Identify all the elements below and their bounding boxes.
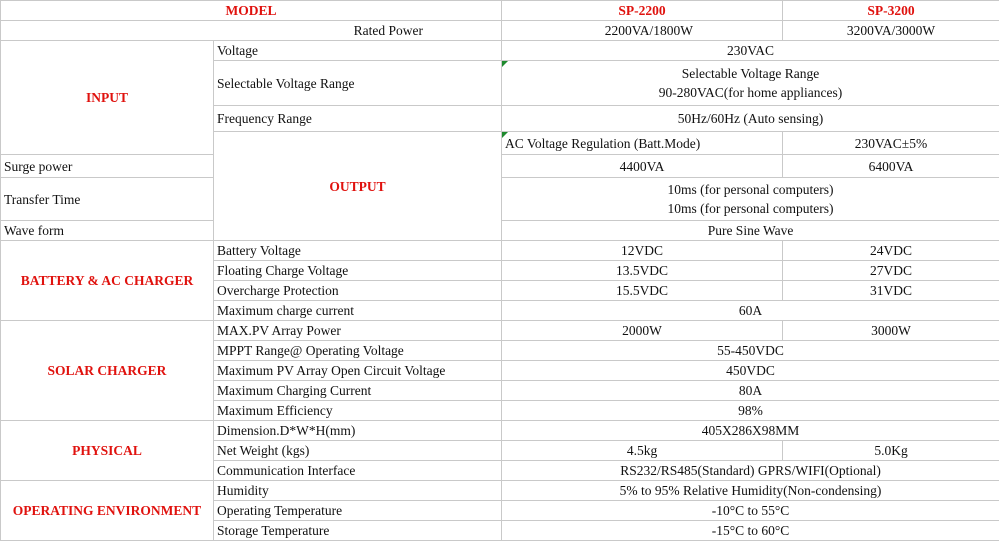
- output-surge-label: Surge power: [1, 155, 214, 178]
- comm-label: Communication Interface: [214, 461, 502, 481]
- humidity-label: Humidity: [214, 481, 502, 501]
- output-wave-label: Wave form: [1, 221, 214, 241]
- overcharge-b: 31VDC: [783, 281, 999, 301]
- section-physical: PHYSICAL: [1, 421, 214, 481]
- overcharge-a: 15.5VDC: [502, 281, 783, 301]
- comment-marker-icon: [502, 132, 508, 138]
- output-reg-text: AC Voltage Regulation (Batt.Mode): [505, 135, 701, 151]
- net-weight-b: 5.0Kg: [783, 441, 999, 461]
- pv-voc-label: Maximum PV Array Open Circuit Voltage: [214, 361, 502, 381]
- dimension-value: 405X286X98MM: [502, 421, 999, 441]
- dimension-row: [1, 421, 999, 441]
- output-surge-b: 6400VA: [783, 155, 999, 178]
- rated-power-label: Rated Power: [1, 21, 502, 41]
- max-charge-current-value: 60A: [502, 301, 999, 321]
- efficiency-label: Maximum Efficiency: [214, 401, 502, 421]
- battery-voltage-label: Battery Voltage: [214, 241, 502, 261]
- input-freq-label: Frequency Range: [214, 106, 502, 132]
- input-range-value: [502, 61, 999, 106]
- input-voltage-label: Voltage: [214, 41, 502, 61]
- mppt-label: MPPT Range@ Operating Voltage: [214, 341, 502, 361]
- rated-power-a: 2200VA/1800W: [502, 21, 783, 41]
- pv-voc-value: 450VDC: [502, 361, 999, 381]
- charging-current-label: Maximum Charging Current: [214, 381, 502, 401]
- humidity-value: 5% to 95% Relative Humidity(Non-condensing): [502, 481, 999, 501]
- rated-power-row: [1, 21, 999, 41]
- rated-power-b: 3200VA/3000W: [783, 21, 999, 41]
- comm-value: RS232/RS485(Standard) GPRS/WIFI(Optional): [502, 461, 999, 481]
- input-voltage-value: 230VAC: [502, 41, 999, 61]
- model-b-header: SP-3200: [783, 1, 999, 21]
- section-environment: OPERATING ENVIRONMENT: [1, 481, 214, 541]
- mppt-value: 55-450VDC: [502, 341, 999, 361]
- dimension-label: Dimension.D*W*H(mm): [214, 421, 502, 441]
- battery-voltage-row: [1, 241, 999, 261]
- input-voltage-row: [1, 41, 999, 61]
- output-transfer-value: [502, 178, 999, 221]
- output-transfer-label: Transfer Time: [1, 178, 214, 221]
- battery-voltage-b: 24VDC: [783, 241, 999, 261]
- section-solar: SOLAR CHARGER: [1, 321, 214, 421]
- output-transfer-line2: 10ms (for personal computers): [667, 201, 834, 216]
- operating-temp-label: Operating Temperature: [214, 501, 502, 521]
- comment-marker-icon: [502, 61, 508, 67]
- model-header: MODEL: [1, 1, 502, 21]
- pv-power-b: 3000W: [783, 321, 999, 341]
- efficiency-value: 98%: [502, 401, 999, 421]
- net-weight-label: Net Weight (kgs): [214, 441, 502, 461]
- net-weight-a: 4.5kg: [502, 441, 783, 461]
- model-a-header: SP-2200: [502, 1, 783, 21]
- output-reg-value: 230VAC±5%: [783, 132, 999, 155]
- output-reg-label: [502, 132, 783, 155]
- section-battery: BATTERY & AC CHARGER: [1, 241, 214, 321]
- floating-charge-label: Floating Charge Voltage: [214, 261, 502, 281]
- input-range-line1: Selectable Voltage Range: [681, 66, 820, 81]
- output-transfer-line1: 10ms (for personal computers): [667, 182, 834, 197]
- floating-charge-b: 27VDC: [783, 261, 999, 281]
- section-input: INPUT: [1, 41, 214, 155]
- input-range-label: Selectable Voltage Range: [214, 61, 502, 106]
- charging-current-value: 80A: [502, 381, 999, 401]
- output-surge-a: 4400VA: [502, 155, 783, 178]
- input-freq-value: 50Hz/60Hz (Auto sensing): [502, 106, 999, 132]
- pv-power-label: MAX.PV Array Power: [214, 321, 502, 341]
- overcharge-label: Overcharge Protection: [214, 281, 502, 301]
- operating-temp-value: -10°C to 55°C: [502, 501, 999, 521]
- output-wave-value: Pure Sine Wave: [502, 221, 999, 241]
- max-charge-current-label: Maximum charge current: [214, 301, 502, 321]
- header-row: [1, 1, 999, 21]
- pv-power-row: [1, 321, 999, 341]
- humidity-row: [1, 481, 999, 501]
- battery-voltage-a: 12VDC: [502, 241, 783, 261]
- pv-power-a: 2000W: [502, 321, 783, 341]
- input-range-line2: 90-280VAC(for home appliances): [658, 85, 843, 100]
- floating-charge-a: 13.5VDC: [502, 261, 783, 281]
- storage-temp-value: -15°C to 60°C: [502, 521, 999, 541]
- section-output: OUTPUT: [214, 132, 502, 241]
- storage-temp-label: Storage Temperature: [214, 521, 502, 541]
